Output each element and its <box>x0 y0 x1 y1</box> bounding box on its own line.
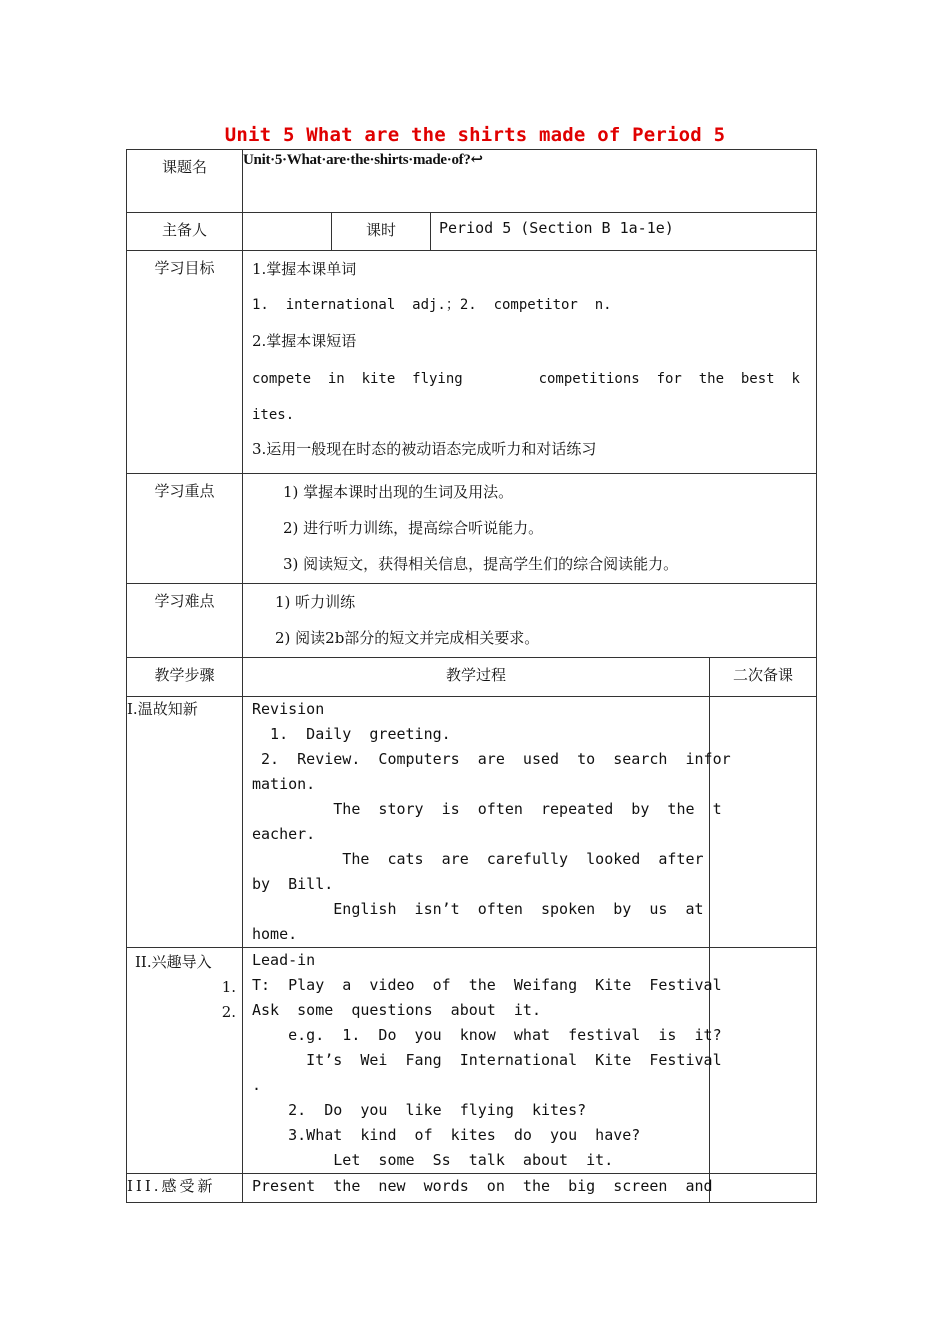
step-label: I.温故知新 <box>127 697 243 948</box>
step-line: Ask some questions about it. <box>252 1001 541 1019</box>
goal-line: ites. <box>252 407 295 423</box>
step-second-prep <box>710 948 817 1174</box>
key-points-content <box>243 474 817 584</box>
goal-line: 3.运用一般现在时态的被动语态完成听力和对话练习 <box>252 440 597 458</box>
topic-row <box>127 150 817 213</box>
difficulty-line: 1) 听力训练 <box>275 593 356 611</box>
goal-line: 1. international adj.；2. competitor n. <box>252 297 612 313</box>
step-label: III.感受新 <box>127 1174 243 1203</box>
step-number: 2. <box>221 1003 236 1021</box>
step-process <box>243 1174 713 1203</box>
step-line: T: Play a video of the Weifang Kite Festival <box>252 976 722 994</box>
period-label: 课时 <box>332 213 431 251</box>
second-prep-header: 二次备课 <box>710 658 817 697</box>
step-line: home. <box>252 925 298 943</box>
steps-header: 教学步骤 <box>127 658 243 697</box>
preparer-row <box>127 213 817 251</box>
difficulty-line: 2) 阅读2b部分的短文并完成相关要求。 <box>275 629 540 647</box>
goals-row <box>127 251 817 474</box>
step-row-1 <box>127 697 817 948</box>
step-line: mation. <box>252 775 316 793</box>
step-second-prep <box>710 697 817 948</box>
step-line: . <box>252 1076 262 1094</box>
step-line: The story is often repeated by the t <box>252 800 722 818</box>
document-title: Unit 5 What are the shirts made of Period 5 <box>224 124 726 146</box>
key-point-line: 2) 进行听力训练，提高综合听说能力。 <box>283 519 544 537</box>
step-line: English isn’t often spoken by us at <box>252 900 704 918</box>
step-second-prep <box>710 1174 817 1203</box>
step-line: e.g. 1. Do you know what festival is it? <box>252 1026 722 1044</box>
step-row-3 <box>127 1174 817 1203</box>
difficulties-row <box>127 584 817 658</box>
step-line: The cats are carefully looked after <box>252 850 704 868</box>
step-line: 2. Do you like flying kites? <box>252 1101 587 1119</box>
step-line: It’s Wei Fang International Kite Festival <box>252 1051 722 1069</box>
step-line: Present the new words on the big screen and <box>252 1177 713 1195</box>
topic-value: Unit·5·What·are·the·shirts·made·of?↩ <box>243 150 817 213</box>
step-line: 3.What kind of kites do you have? <box>252 1126 641 1144</box>
process-header: 教学过程 <box>243 658 710 697</box>
goal-line: 1.掌握本课单词 <box>252 260 357 278</box>
goals-label: 学习目标 <box>127 251 243 474</box>
goals-content <box>243 251 817 474</box>
step-label-cell <box>127 948 243 1174</box>
period-value: Period 5 (Section B 1a-1e) <box>431 213 817 251</box>
step-number: 1. <box>221 978 236 996</box>
step-line: 2. Review. Computers are used to search infor <box>252 750 731 768</box>
goal-line: compete in kite flying competitions for the best k <box>252 371 800 387</box>
topic-label: 课题名 <box>127 150 243 213</box>
step-line: by Bill. <box>252 875 334 893</box>
header-row <box>127 658 817 697</box>
step-line: eacher. <box>252 825 316 843</box>
lesson-plan-table <box>126 149 817 1203</box>
goal-line: 2.掌握本课短语 <box>252 332 357 350</box>
step-row-2 <box>127 948 817 1174</box>
step-line: Revision <box>252 700 325 718</box>
key-points-label: 学习重点 <box>127 474 243 584</box>
difficulties-label: 学习难点 <box>127 584 243 658</box>
step-line: Lead-in <box>252 951 316 969</box>
key-point-line: 1) 掌握本课时出现的生词及用法。 <box>283 483 514 501</box>
preparer-value <box>243 213 332 251</box>
difficulties-content <box>243 584 817 658</box>
preparer-label: 主备人 <box>127 213 243 251</box>
step-label: II.兴趣导入 <box>135 953 212 971</box>
key-points-row <box>127 474 817 584</box>
step-process <box>243 697 731 948</box>
key-point-line: 3) 阅读短文，获得相关信息，提高学生们的综合阅读能力。 <box>283 555 679 573</box>
step-line: 1. Daily greeting. <box>252 725 451 743</box>
step-process <box>243 948 722 1174</box>
step-line: Let some Ss talk about it. <box>252 1151 614 1169</box>
